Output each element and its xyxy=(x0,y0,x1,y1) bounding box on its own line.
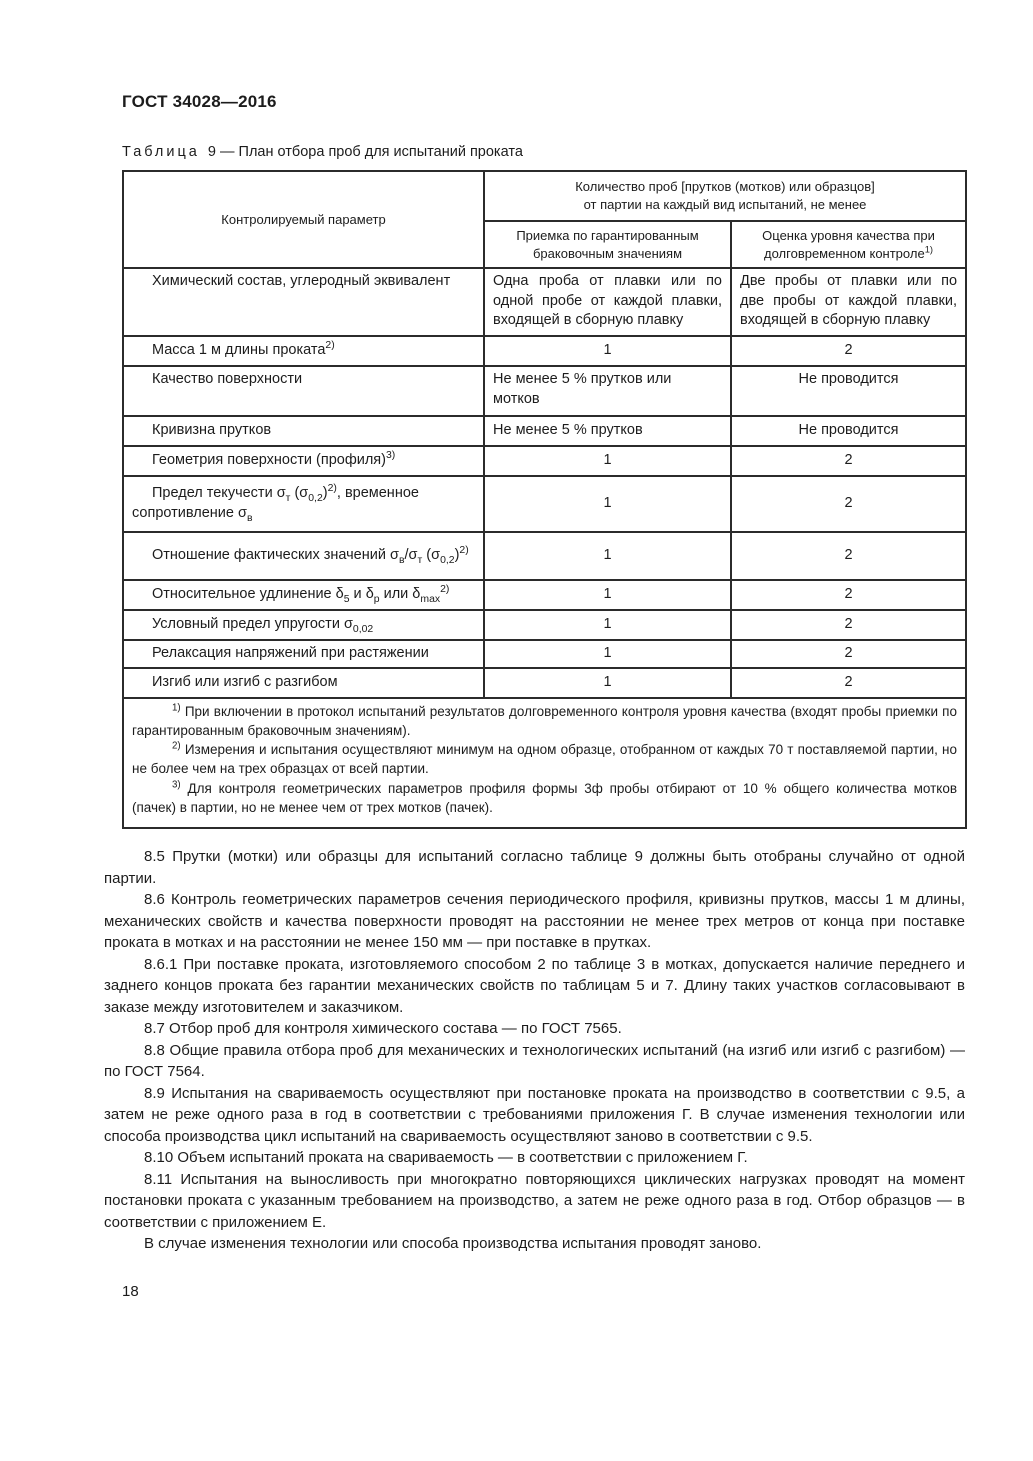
param-cell: Масса 1 м длины проката$^{2)}$ xyxy=(123,336,484,366)
acceptance-cell: Не менее 5 % прутков или мотков xyxy=(484,366,731,416)
table-caption-text: 9 — План отбора проб для испытаний проката xyxy=(207,144,523,160)
footnote-3-text: Для контроля геометрических параметров профиля формы 3ф пробы отбирают от 10 % общего количества мотков (пачек) в партии, но не менее чем от трех мотков (пачек). xyxy=(132,780,957,815)
acceptance-cell: 1 xyxy=(484,580,731,610)
acceptance-cell: 1 xyxy=(484,610,731,640)
quality-cell: 2 xyxy=(731,476,966,532)
paragraph-8-10: 8.10 Объем испытаний проката на свариваемость — в соответствии с приложением Г. xyxy=(144,1149,748,1166)
param-cell: Химический состав, углеродный эквивалент xyxy=(123,268,484,336)
paragraph-8-6-1: 8.6.1 При поставке проката, изготовляемого способом 2 по таблице 3 в мотках, допускается наличие переднего и заднего концов проката без гарантии механических свойств по таблицам 5 и 7. Длину таких участков согласовывают в заказе между изготовителем и заказчиком. xyxy=(104,955,965,1016)
acceptance-cell: 1 xyxy=(484,532,731,580)
table-row xyxy=(123,336,966,366)
standard-number: ГОСТ 34028—2016 xyxy=(122,92,277,111)
param-cell: Предел текучести $\sigma_т$ $(\sigma_{0,2})^{2)}$, временное сопротивление $\sigma_в$ xyxy=(123,476,484,532)
paragraph-8-5: 8.5 Прутки (мотки) или образцы для испытаний согласно таблице 9 должны быть отобраны случайно от одной партии. xyxy=(104,848,965,887)
table-row xyxy=(123,416,966,446)
footnote-3-marker: 3) xyxy=(172,779,181,791)
acceptance-cell: 1 xyxy=(484,446,731,476)
table-row xyxy=(123,366,966,416)
table-footnotes xyxy=(123,698,966,828)
paragraph-8-6: 8.6 Контроль геометрических параметров сечения периодического профиля, кривизны прутков, массы 1 м длины, механических свойств и качества поверхности проводят на расстоянии не менее трех метров от конца при поставке проката в мотках и на расстоянии не менее 150 мм — при поставке в прутках. xyxy=(104,891,965,951)
param-cell: Кривизна прутков xyxy=(123,416,484,446)
paragraph-8-7: 8.7 Отбор проб для контроля химического состава — по ГОСТ 7565. xyxy=(144,1020,622,1037)
quality-cell: 2 xyxy=(731,336,966,366)
quality-cell: Не проводится xyxy=(731,366,966,416)
paragraph-8-9: 8.9 Испытания на свариваемость осуществляют при постановке проката на производство в соответствии с 9.5, а затем не реже одного раза в год в соответствии с требованиями приложения Г. В случае изменения технологии или способа производства цикл испытаний на свариваемость осуществляют заново в соответствии с 9.5. xyxy=(104,1084,965,1145)
paragraph-8-8: 8.8 Общие правила отбора проб для механических и технологических испытаний (на изгиб или изгиб с разгибом) — по ГОСТ 7564. xyxy=(104,1041,965,1080)
param-cell: Качество поверхности xyxy=(123,366,484,416)
table-row xyxy=(123,268,966,336)
paragraph-8-11: 8.11 Испытания на выносливость при многократно повторяющихся циклических нагрузках проводят на момент постановки проката с указанным требованием на производство, а затем не реже одного раза в год. Отбор образцов — в соответствии с приложением Е. xyxy=(104,1170,965,1231)
table-header-row-1 xyxy=(123,171,966,221)
table-row xyxy=(123,668,966,698)
quality-cell: 2 xyxy=(731,446,966,476)
quality-cell: 2 xyxy=(731,640,966,668)
quality-cell: 2 xyxy=(731,668,966,698)
table-caption xyxy=(122,144,1033,160)
acceptance-cell: Одна проба от плавки или по одной пробе от каждой плавки, входящей в сборную плавку xyxy=(484,268,731,336)
table-caption-word: Таблица xyxy=(122,144,200,160)
acceptance-cell: Не менее 5 % прутков xyxy=(484,416,731,446)
footnote-1-marker: 1) xyxy=(172,702,181,714)
acceptance-cell: 1 xyxy=(484,640,731,668)
table-footnotes-row xyxy=(123,698,966,828)
param-cell: Релаксация напряжений при растяжении xyxy=(123,640,484,668)
footnote-2-text: Измерения и испытания осуществляют минимум на одном образце, отобранном от каждых 70 т поставляемой партии, но не более чем на трех образцах от всей партии. xyxy=(132,742,957,777)
table-row xyxy=(123,446,966,476)
page-number: 18 xyxy=(122,1282,139,1300)
footnote-2-marker: 2) xyxy=(172,740,181,752)
acceptance-cell: 1 xyxy=(484,336,731,366)
param-cell: Отношение фактических значений $\sigma_в/\sigma_т$ $(\sigma_{0,2})^{2)}$ xyxy=(123,532,484,580)
acceptance-cell: 1 xyxy=(484,476,731,532)
col-header-parameter: Контролируемый параметр xyxy=(123,171,484,268)
quality-cell: Не проводится xyxy=(731,416,966,446)
col-header-quantity: Количество проб [прутков (мотков) или образцов] от партии на каждый вид испытаний, не менее xyxy=(484,171,966,221)
table-row xyxy=(123,610,966,640)
paragraph-final: В случае изменения технологии или способа производства испытания проводят заново. xyxy=(144,1235,762,1252)
quality-cell: 2 xyxy=(731,610,966,640)
param-cell: Относительное удлинение $\delta_5$ и $\delta_p$ или $\delta_{max}^{2)}$ xyxy=(123,580,484,610)
sampling-plan-table xyxy=(122,170,967,829)
table-row xyxy=(123,476,966,532)
param-cell: Изгиб или изгиб с разгибом xyxy=(123,668,484,698)
param-cell: Условный предел упругости $\sigma_{0,02}$ xyxy=(123,610,484,640)
footnote-3 xyxy=(132,779,957,817)
body-text xyxy=(104,846,965,1255)
quality-cell: Две пробы от плавки или по две пробы от каждой плавки, входящей в сборную плавку xyxy=(731,268,966,336)
col-header-acceptance: Приемка по гарантированным браковочным значениям xyxy=(484,221,731,268)
table-row xyxy=(123,532,966,580)
quality-cell: 2 xyxy=(731,532,966,580)
footnote-1-text: При включении в протокол испытаний результатов долговременного контроля уровня качества (входят пробы приемки по гарантированным браковочным значениям). xyxy=(132,704,957,739)
table-row xyxy=(123,640,966,668)
quality-cell: 2 xyxy=(731,580,966,610)
table-row xyxy=(123,580,966,610)
footnote-2 xyxy=(132,740,957,778)
acceptance-cell: 1 xyxy=(484,668,731,698)
col-header-quality: Оценка уровня качества при долговременном контроле$^{1)}$ xyxy=(731,221,966,268)
param-cell: Геометрия поверхности (профиля)$^{3)}$ xyxy=(123,446,484,476)
footnote-1 xyxy=(132,702,957,740)
